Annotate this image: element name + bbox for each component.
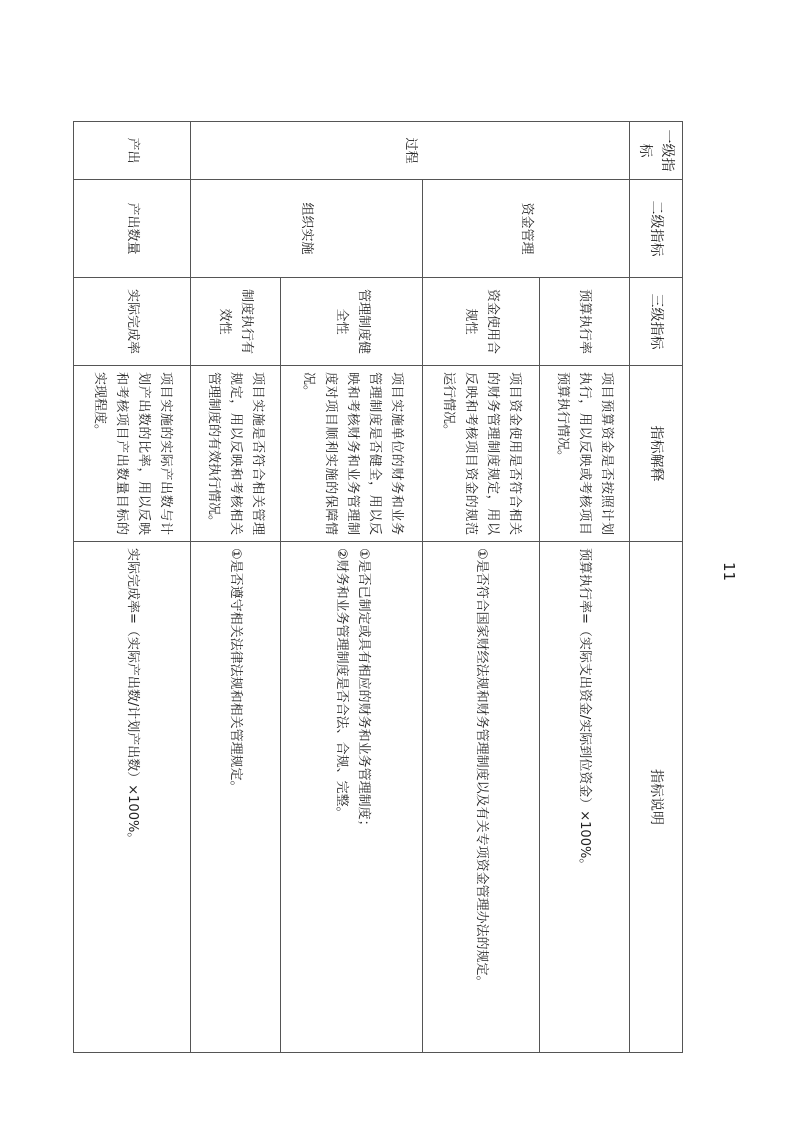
table-row	[74, 122, 191, 1053]
level3-budget-exec: 预算执行率	[539, 278, 629, 366]
level2-fund-management: 资金管理	[423, 180, 630, 278]
explanation-completion: 项目实施的实际产出数与计划产出数的比率，用以反映和考核项目产出数量目标的实现程度。	[74, 366, 191, 542]
header-explanation: 指标解释	[630, 366, 683, 542]
table-row	[539, 122, 629, 1053]
header-level1: 一级指标	[630, 122, 683, 180]
header-level3: 三级指标	[630, 278, 683, 366]
page-number: 11	[720, 562, 738, 582]
level3-completion: 实际完成率	[74, 278, 191, 366]
description-budget-exec: 预算执行率=（实际支出资金/实际到位资金）×100%。	[539, 542, 629, 1053]
level2-org-implementation: 组织实施	[190, 180, 423, 278]
description-mgmt-system-line2: ②财务和业务管理制度是否合法、合规、完整。	[333, 548, 349, 820]
level3-fund-compliance: 资金使用合规性	[423, 278, 539, 366]
description-mgmt-system	[280, 542, 423, 1053]
explanation-budget-exec: 项目预算资金是否按照计划执行，用以反映或考核项目预算执行情况。	[539, 366, 629, 542]
description-completion: 实际完成率=（实际产出数/计划产出数）×100%。	[74, 542, 191, 1053]
header-row	[630, 122, 683, 1053]
indicator-table	[73, 121, 683, 1053]
description-system-exec: ①是否遵守相关法律法规和相关管理规定。	[190, 542, 280, 1053]
description-fund-compliance: ①是否符合国家财经法规和财务管理制度以及有关专项资金管理办法的规定。	[423, 542, 539, 1053]
level3-mgmt-system: 管理制度健全性	[280, 278, 423, 366]
description-mgmt-system-line1: ①是否已制定或具有相应的财务和业务管理制度；	[355, 548, 371, 833]
explanation-fund-compliance: 项目资金使用是否符合相关的财务管理制度规定，用以反映和考核项目资金的规范运行情况。	[423, 366, 539, 542]
table-row	[280, 122, 423, 1053]
header-level2: 二级指标	[630, 180, 683, 278]
indicator-table-container	[73, 121, 683, 1052]
level1-process: 过程	[190, 122, 629, 180]
level1-output: 产出	[74, 122, 191, 180]
level3-system-exec: 制度执行有效性	[190, 278, 280, 366]
explanation-system-exec: 项目实施是否符合相关管理规定，用以反映和考核相关管理制度的有效执行情况。	[190, 366, 280, 542]
level2-output-quantity: 产出数量	[74, 180, 191, 278]
explanation-mgmt-system: 项目实施单位的财务和业务管理制度是否健全，用以反映和考核财务和业务管理制度对项目顺利实施的保障情况。	[280, 366, 423, 542]
header-description: 指标说明	[630, 542, 683, 1053]
